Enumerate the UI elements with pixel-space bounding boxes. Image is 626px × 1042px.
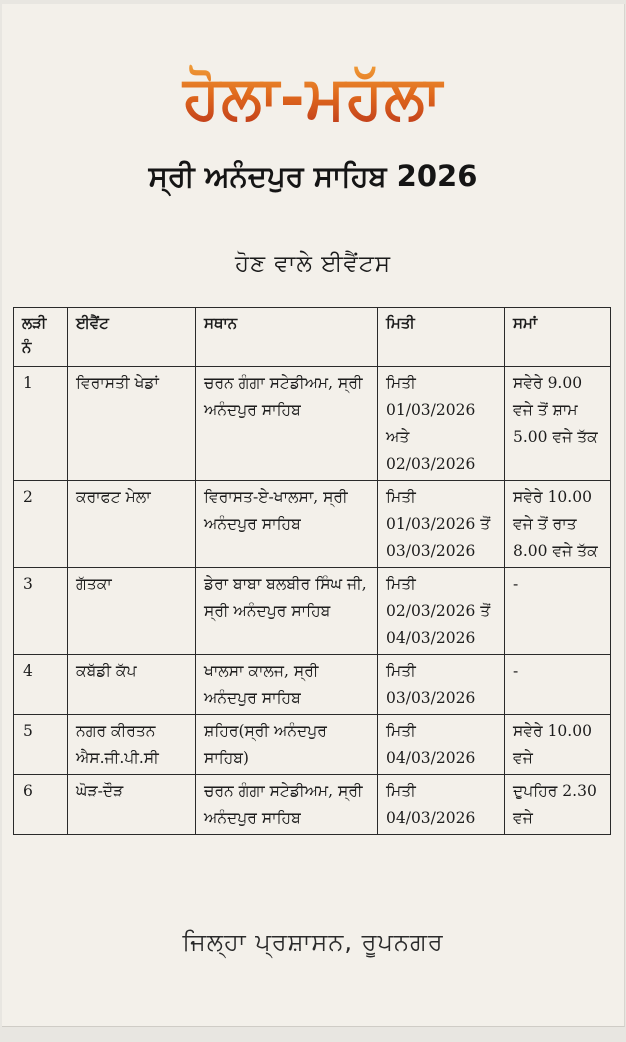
cell-event: ਵਿਰਾਸਤੀ ਖੇਡਾਂ (68, 367, 196, 481)
cell-event: ਕਬੱਡੀ ਕੱਪ (68, 655, 196, 715)
cell-event: ਘੋੜ-ਦੌੜ (68, 775, 196, 835)
table-row (14, 481, 611, 568)
cell-date: ਮਿਤੀ 04/03/2026 (378, 775, 505, 835)
banner-title: ਹੋਲਾ-ਮਹੱਲਾ (2, 62, 624, 134)
cell-event: ਨਗਰ ਕੀਰਤਨ ਐਸ.ਜੀ.ਪੀ.ਸੀ (68, 715, 196, 775)
cell-date: ਮਿਤੀ 04/03/2026 (378, 715, 505, 775)
column-header-venue: ਸਥਾਨ (196, 308, 378, 367)
cell-time: ਸਵੇਰੇ 10.00 ਵਜੇ (505, 715, 611, 775)
table-row (14, 568, 611, 655)
cell-date: ਮਿਤੀ 01/03/2026 ਅਤੇ 02/03/2026 (378, 367, 505, 481)
table-header-row (14, 308, 611, 367)
cell-event: ਗੱਤਕਾ (68, 568, 196, 655)
table-row (14, 655, 611, 715)
cell-venue: ਸ਼ਹਿਰ(ਸ੍ਰੀ ਅਨੰਦਪੁਰ ਸਾਹਿਬ) (196, 715, 378, 775)
cell-time: ਦੁਪਹਿਰ 2.30 ਵਜੇ (505, 775, 611, 835)
cell-venue: ਚਰਨ ਗੰਗਾ ਸਟੇਡੀਅਮ, ਸ੍ਰੀ ਅਨੰਦਪੁਰ ਸਾਹਿਬ (196, 367, 378, 481)
poster-subtitle: ਸ੍ਰੀ ਅਨੰਦਪੁਰ ਸਾਹਿਬ 2026 (148, 159, 478, 193)
cell-venue: ਚਰਨ ਗੰਗਾ ਸਟੇਡੀਅਮ, ਸ੍ਰੀ ਅਨੰਦਪੁਰ ਸਾਹਿਬ (196, 775, 378, 835)
cell-date: ਮਿਤੀ 02/03/2026 ਤੋਂ 04/03/2026 (378, 568, 505, 655)
cell-date: ਮਿਤੀ 01/03/2026 ਤੋਂ 03/03/2026 (378, 481, 505, 568)
column-header-serial: ਲੜੀ ਨੰ (14, 308, 68, 367)
column-header-date: ਮਿਤੀ (378, 308, 505, 367)
cell-time: ਸਵੇਰੇ 10.00 ਵਜੇ ਤੋਂ ਰਾਤ 8.00 ਵਜੇ ਤੱਕ (505, 481, 611, 568)
column-header-time: ਸਮਾਂ (505, 308, 611, 367)
cell-event: ਕਰਾਫਟ ਮੇਲਾ (68, 481, 196, 568)
cell-date: ਮਿਤੀ 03/03/2026 (378, 655, 505, 715)
table-row (14, 715, 611, 775)
cell-serial: 1 (14, 367, 68, 481)
table-row (14, 367, 611, 481)
upcoming-events-heading: ਹੋਣ ਵਾਲੇ ਈਵੈਂਟਸ (234, 251, 392, 277)
cell-serial: 6 (14, 775, 68, 835)
events-table (13, 307, 611, 835)
cell-serial: 5 (14, 715, 68, 775)
column-header-event: ਈਵੈਂਟ (68, 308, 196, 367)
cell-serial: 3 (14, 568, 68, 655)
cell-time: - (505, 568, 611, 655)
cell-time: - (505, 655, 611, 715)
cell-venue: ਡੇਰਾ ਬਾਬਾ ਬਲਬੀਰ ਸਿੰਘ ਜੀ, ਸ੍ਰੀ ਅਨੰਦਪੁਰ ਸਾਹਿਬ (196, 568, 378, 655)
table-row (14, 775, 611, 835)
cell-serial: 4 (14, 655, 68, 715)
cell-venue: ਵਿਰਾਸਤ-ਏ-ਖਾਲਸਾ, ਸ੍ਰੀ ਅਨੰਦਪੁਰ ਸਾਹਿਬ (196, 481, 378, 568)
issuer-footer: ਜਿਲ੍ਹਾ ਪ੍ਰਸ਼ਾਸਨ, ਰੂਪਨਗਰ (182, 928, 444, 956)
cell-serial: 2 (14, 481, 68, 568)
cell-venue: ਖਾਲਸਾ ਕਾਲਜ, ਸ੍ਰੀ ਅਨੰਦਪੁਰ ਸਾਹਿਬ (196, 655, 378, 715)
cell-time: ਸਵੇਰੇ 9.00 ਵਜੇ ਤੋਂ ਸ਼ਾਮ 5.00 ਵਜੇ ਤੱਕ (505, 367, 611, 481)
